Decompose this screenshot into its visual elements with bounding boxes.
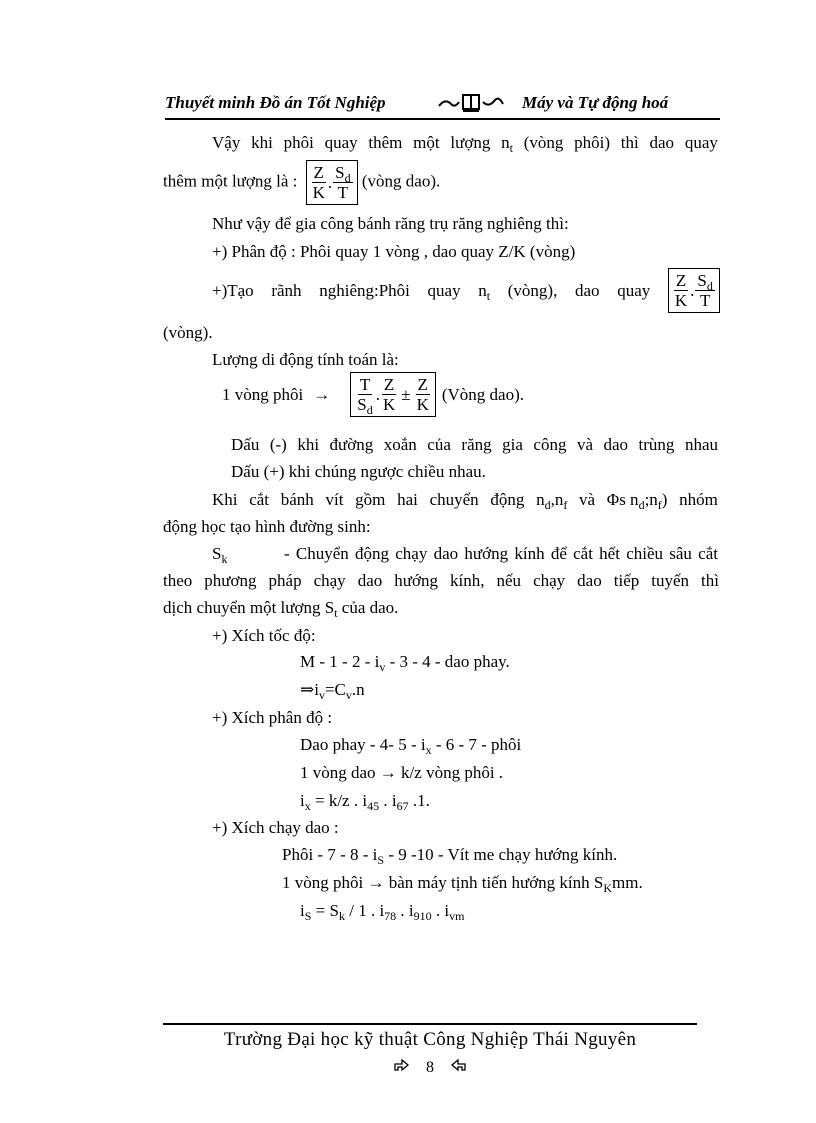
word: rãnh: [271, 280, 302, 300]
fraction-sd-over-t: $\frac{S_d}{T}$: [697, 271, 713, 310]
nd-nf-expr: $n_d,n_f$: [536, 490, 568, 512]
word: +)Tạo: [212, 280, 254, 300]
word: phôi: [283, 133, 314, 152]
indexing-chain-line-3: $i_x = k/z$ . $i_{45}$ . $i_{67}$ .1.: [300, 791, 430, 813]
para-5: Lượng di động tính toán là:: [212, 350, 399, 369]
word: vít: [325, 490, 344, 509]
right-arrow-icon: →: [313, 384, 331, 404]
fraction-z-over-k: $\frac{Z}{K}$: [674, 271, 688, 310]
page-header: [165, 92, 720, 120]
word: cắt: [249, 490, 270, 509]
para-1-line-2: [163, 160, 440, 205]
para-1-line-1: [212, 133, 718, 153]
formula-box-t-sd-z-k: $\frac{T}{S_d}$ . $\frac{Z}{K}$ ± $\frac{Z}{K}$: [350, 372, 436, 417]
word: chuyển: [429, 490, 479, 509]
nt-symbol: $n_t$: [478, 280, 491, 303]
section-feed-chain-title: +) Xích chạy dao :: [212, 818, 339, 837]
para-3: +) Phân độ : Phôi quay 1 vòng , dao quay Z/K (vòng): [212, 242, 576, 261]
prev-page-icon: [392, 1059, 414, 1076]
nt-symbol: $n_t$: [501, 133, 513, 155]
word: quay: [684, 133, 718, 152]
page-number: 8: [426, 1059, 434, 1076]
section-speed-chain-title: +) Xích tốc độ:: [212, 626, 316, 645]
speed-chain-line-1: M - $1 - 2 - i_v - 3 - 4$ - dao phay.: [300, 652, 510, 674]
next-page-icon: [450, 1059, 468, 1076]
fraction-z-over-k: $\frac{Z}{K}$: [382, 375, 396, 414]
footer-divider: [163, 1023, 697, 1025]
para-8: Dấu (+) khi chúng ngược chiều nhau.: [231, 462, 486, 481]
word: khi: [251, 133, 273, 152]
word: phôi): [574, 133, 611, 152]
para-10-line-2: theo phương pháp chạy dao hướng kính, nếu chạy dao tiếp tuyến thì: [163, 571, 719, 590]
para-7: Dấu (-) khi đường xoắn của răng gia công và dao trùng nhau: [231, 435, 718, 454]
word: quay: [617, 280, 651, 300]
word: thì: [620, 133, 639, 152]
word: động: [490, 490, 525, 509]
speed-chain-line-2: $\Rightarrow i_v=C_v.n$: [300, 680, 365, 702]
text: thêm một lượng là :: [163, 171, 298, 191]
text: 1 vòng phôi: [222, 384, 304, 404]
word: hai: [397, 490, 418, 509]
fraction-z-over-k: $\frac{Z}{K}$: [312, 163, 325, 202]
word: lượng: [450, 133, 491, 152]
footer-school-name: Trường Đại học kỹ thuật Công Nghiệp Thái Nguyên: [223, 1029, 637, 1050]
feed-chain-line-3: $i_S = S_k / 1$ . $i_{78}$ . $i_{910}$ . $i_{vm}$: [300, 901, 465, 923]
fraction-z-over-k: $\frac{Z}{K}$: [416, 375, 429, 414]
para-4-end: (vòng).: [163, 323, 213, 342]
feed-chain-line-2: 1 vòng phôi → bàn máy tịnh tiến hướng kính $S_Kmm$.: [282, 873, 643, 895]
word: Vậy: [212, 133, 241, 152]
word: quay: [427, 280, 461, 300]
para-6: [222, 372, 524, 417]
indexing-chain-line-1: Dao phay - 4- $5 - i_x - 6 - 7$ - phôi: [300, 735, 522, 757]
word: nghiêng:Phôi: [319, 280, 410, 300]
formula-box-z-k-sd-t: $\frac{Z}{K}$ . $\frac{S_d}{T}$: [306, 160, 358, 205]
text: (Vòng dao).: [441, 384, 525, 404]
word: nhóm: [679, 490, 718, 509]
sk-symbol: $S_k$: [212, 544, 228, 566]
word: (vòng),: [507, 280, 558, 300]
word: thêm: [368, 133, 403, 152]
para-2: Như vậy để gia công bánh răng trụ răng nghiêng thì:: [212, 214, 569, 233]
para-4: [212, 268, 720, 313]
phi-expr: Φs $n_d;n_f$): [606, 490, 668, 512]
word: và: [579, 490, 596, 509]
word: gồm: [355, 490, 386, 509]
para-9-line-2: động học tạo hình đường sinh:: [163, 517, 371, 536]
page-number-row: [163, 1056, 697, 1077]
word: bánh: [280, 490, 314, 509]
formula-box-z-k-sd-t-2: $\frac{Z}{K}$ . $\frac{S_d}{T}$: [668, 268, 720, 313]
word: (vòng: [523, 133, 564, 152]
header-title-right: Máy và Tự động hoá: [522, 93, 669, 112]
fraction-t-over-sd: $\frac{T}{S_d}$: [357, 375, 373, 417]
indexing-chain-line-2: 1 vòng dao → k/z vòng phôi .: [300, 763, 504, 782]
feed-chain-line-1: Phôi - $7 - 8 - i_S - 9$ -10 - Vít me chạy hướng kính.: [282, 845, 618, 867]
word: quay: [324, 133, 358, 152]
header-title-left: Thuyết minh Đồ án Tốt Nghiệp: [165, 93, 386, 112]
word: dao: [649, 133, 675, 152]
section-indexing-chain-title: +) Xích phân độ :: [212, 708, 333, 727]
fraction-sd-over-t: $\frac{S_d}{T}$: [335, 163, 351, 202]
text: - Chuyển động chạy dao hướng kính để cắt hết chiều sâu cắt: [283, 544, 718, 563]
para-10-line-1: [212, 544, 718, 564]
word: Khi: [212, 490, 238, 509]
word: một: [413, 133, 440, 152]
para-9-line-1: [212, 490, 718, 510]
header-ornament-icon: [437, 92, 505, 119]
text: (vòng dao).: [361, 171, 441, 191]
word: dao: [574, 280, 600, 300]
para-10-line-3: dịch chuyển một lượng $S_t$ của dao.: [163, 598, 399, 620]
